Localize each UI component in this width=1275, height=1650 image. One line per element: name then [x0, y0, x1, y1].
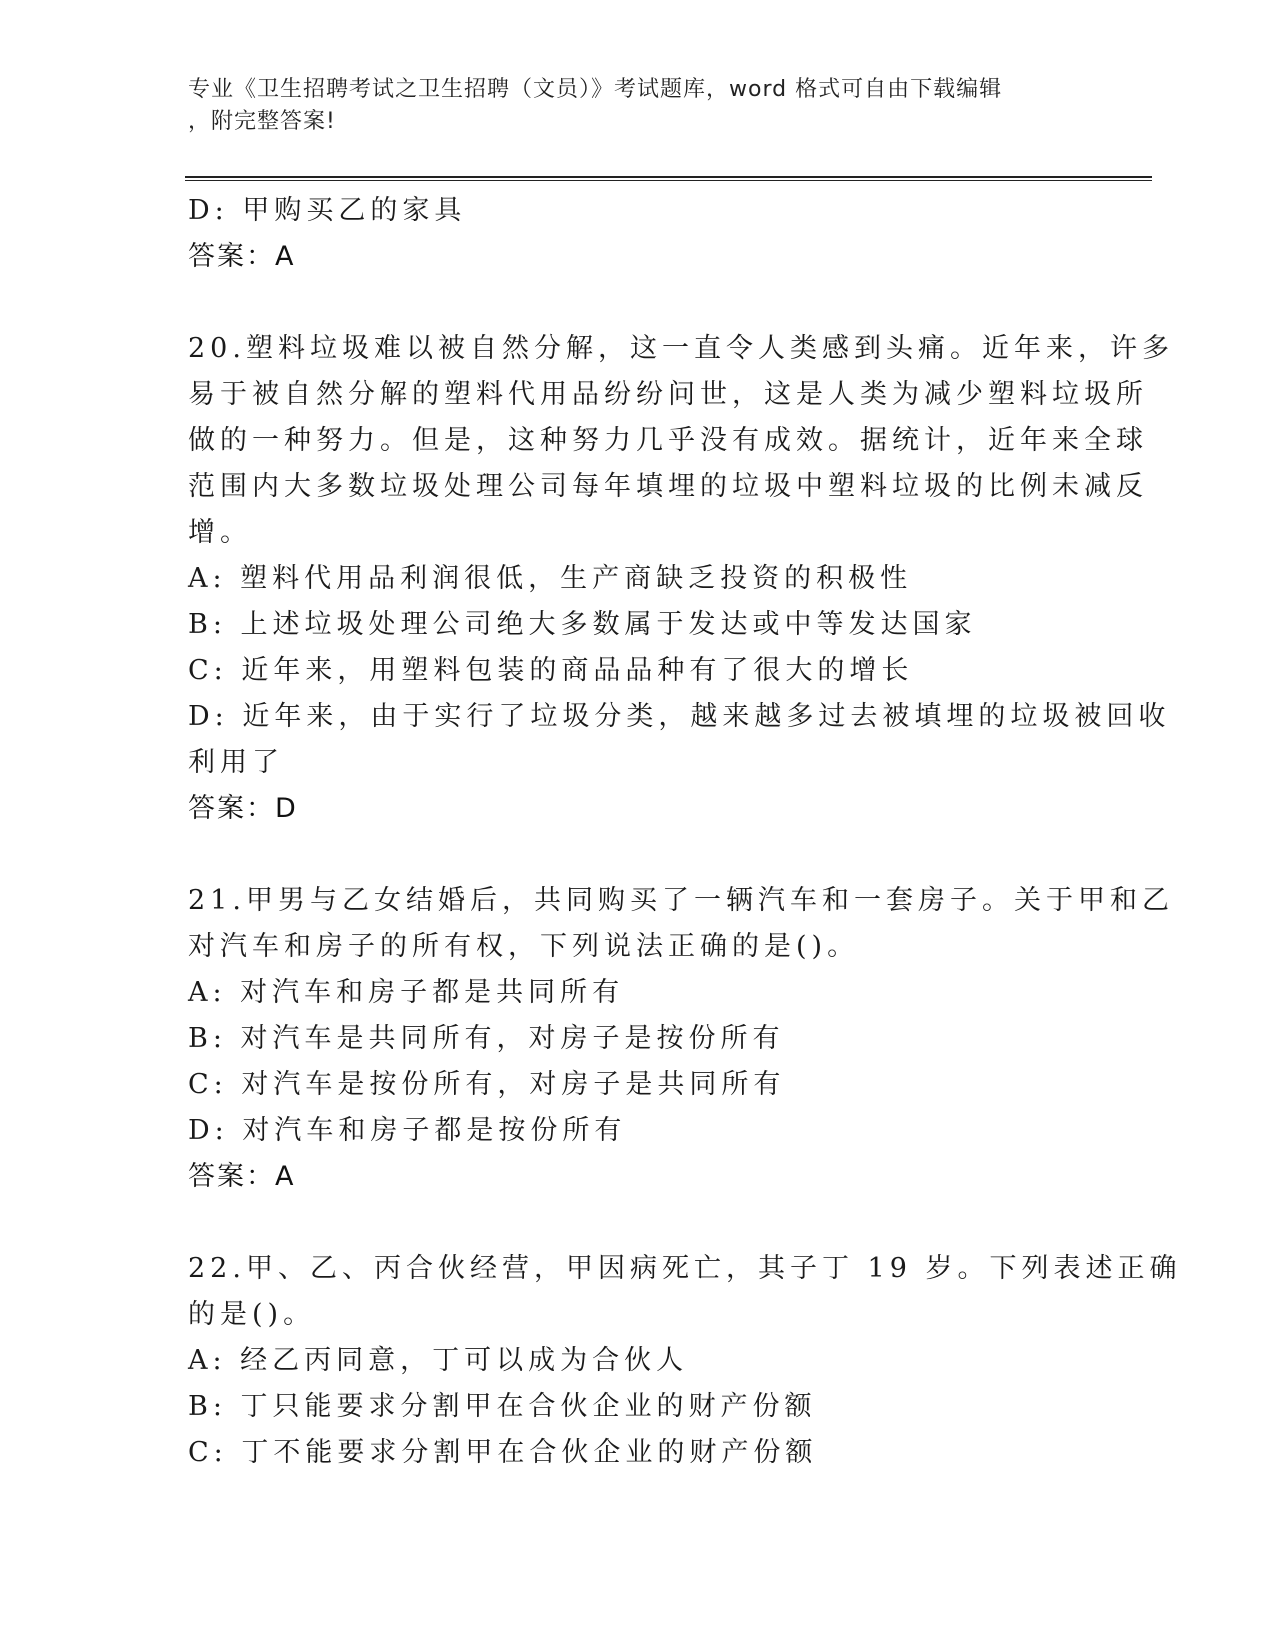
option-b: B: 丁只能要求分割甲在合伙企业的财产份额 [188, 1391, 817, 1422]
option-d: D: 对汽车和房子都是按份所有 [188, 1115, 627, 1146]
question-stem-line: 做的一种努力。但是，这种努力几乎没有成效。据统计，近年来全球 [188, 425, 1148, 456]
question-stem-line: 对汽车和房子的所有权，下列说法正确的是()。 [188, 931, 860, 962]
question-stem-line: 的是()。 [188, 1299, 316, 1330]
question-stem-line: 22.甲、乙、丙合伙经营，甲因病死亡，其子丁 19 岁。下列表述正确 [188, 1253, 1182, 1284]
option-c: C: 丁不能要求分割甲在合伙企业的财产份额 [188, 1437, 818, 1468]
question-21 [188, 878, 1174, 1200]
option-b: B: 上述垃圾处理公司绝大多数属于发达或中等发达国家 [188, 609, 977, 640]
spacer [188, 280, 1088, 326]
header-divider [185, 176, 1152, 181]
answer-label: 答案：D [188, 793, 298, 824]
question-stem-line: 21.甲男与乙女结婚后，共同购买了一辆汽车和一套房子。关于甲和乙 [188, 885, 1174, 916]
option-b: B: 对汽车是共同所有，对房子是按份所有 [188, 1023, 785, 1054]
option-a: A: 经乙丙同意，丁可以成为合伙人 [188, 1345, 689, 1376]
question-20 [188, 326, 1174, 832]
header-line-2: ，附完整答案! [188, 109, 336, 134]
question-stem-line: 20.塑料垃圾难以被自然分解，这一直令人类感到头痛。近年来，许多 [188, 333, 1174, 364]
question-stem-line: 范围内大多数垃圾处理公司每年填埋的垃圾中塑料垃圾的比例未减反 [188, 471, 1148, 502]
option-c: C: 近年来，用塑料包装的商品品种有了很大的增长 [188, 655, 914, 686]
option-d: D: 近年来，由于实行了垃圾分类，越来越多过去被填埋的垃圾被回收 [188, 701, 1171, 732]
option-d-continued: 利用了 [188, 747, 284, 778]
spacer [188, 1200, 1088, 1246]
answer-label: 答案：A [188, 241, 296, 272]
option-a: A: 塑料代用品利润很低，生产商缺乏投资的积极性 [188, 563, 913, 594]
spacer [188, 832, 1088, 878]
question-content [188, 188, 1182, 1476]
option-d: D: 甲购买乙的家具 [188, 195, 467, 226]
option-c: C: 对汽车是按份所有，对房子是共同所有 [188, 1069, 786, 1100]
question-stem-line: 易于被自然分解的塑料代用品纷纷问世，这是人类为减少塑料垃圾所 [188, 379, 1148, 410]
question-19-tail [188, 188, 1088, 280]
question-stem-line: 增。 [188, 517, 252, 548]
page-header [188, 74, 1068, 138]
header-line-1: 专业《卫生招聘考试之卫生招聘（文员）》考试题库，word 格式可自由下载编辑 [188, 77, 1003, 102]
option-a: A: 对汽车和房子都是共同所有 [188, 977, 625, 1008]
question-22 [188, 1246, 1182, 1476]
answer-label: 答案：A [188, 1161, 296, 1192]
